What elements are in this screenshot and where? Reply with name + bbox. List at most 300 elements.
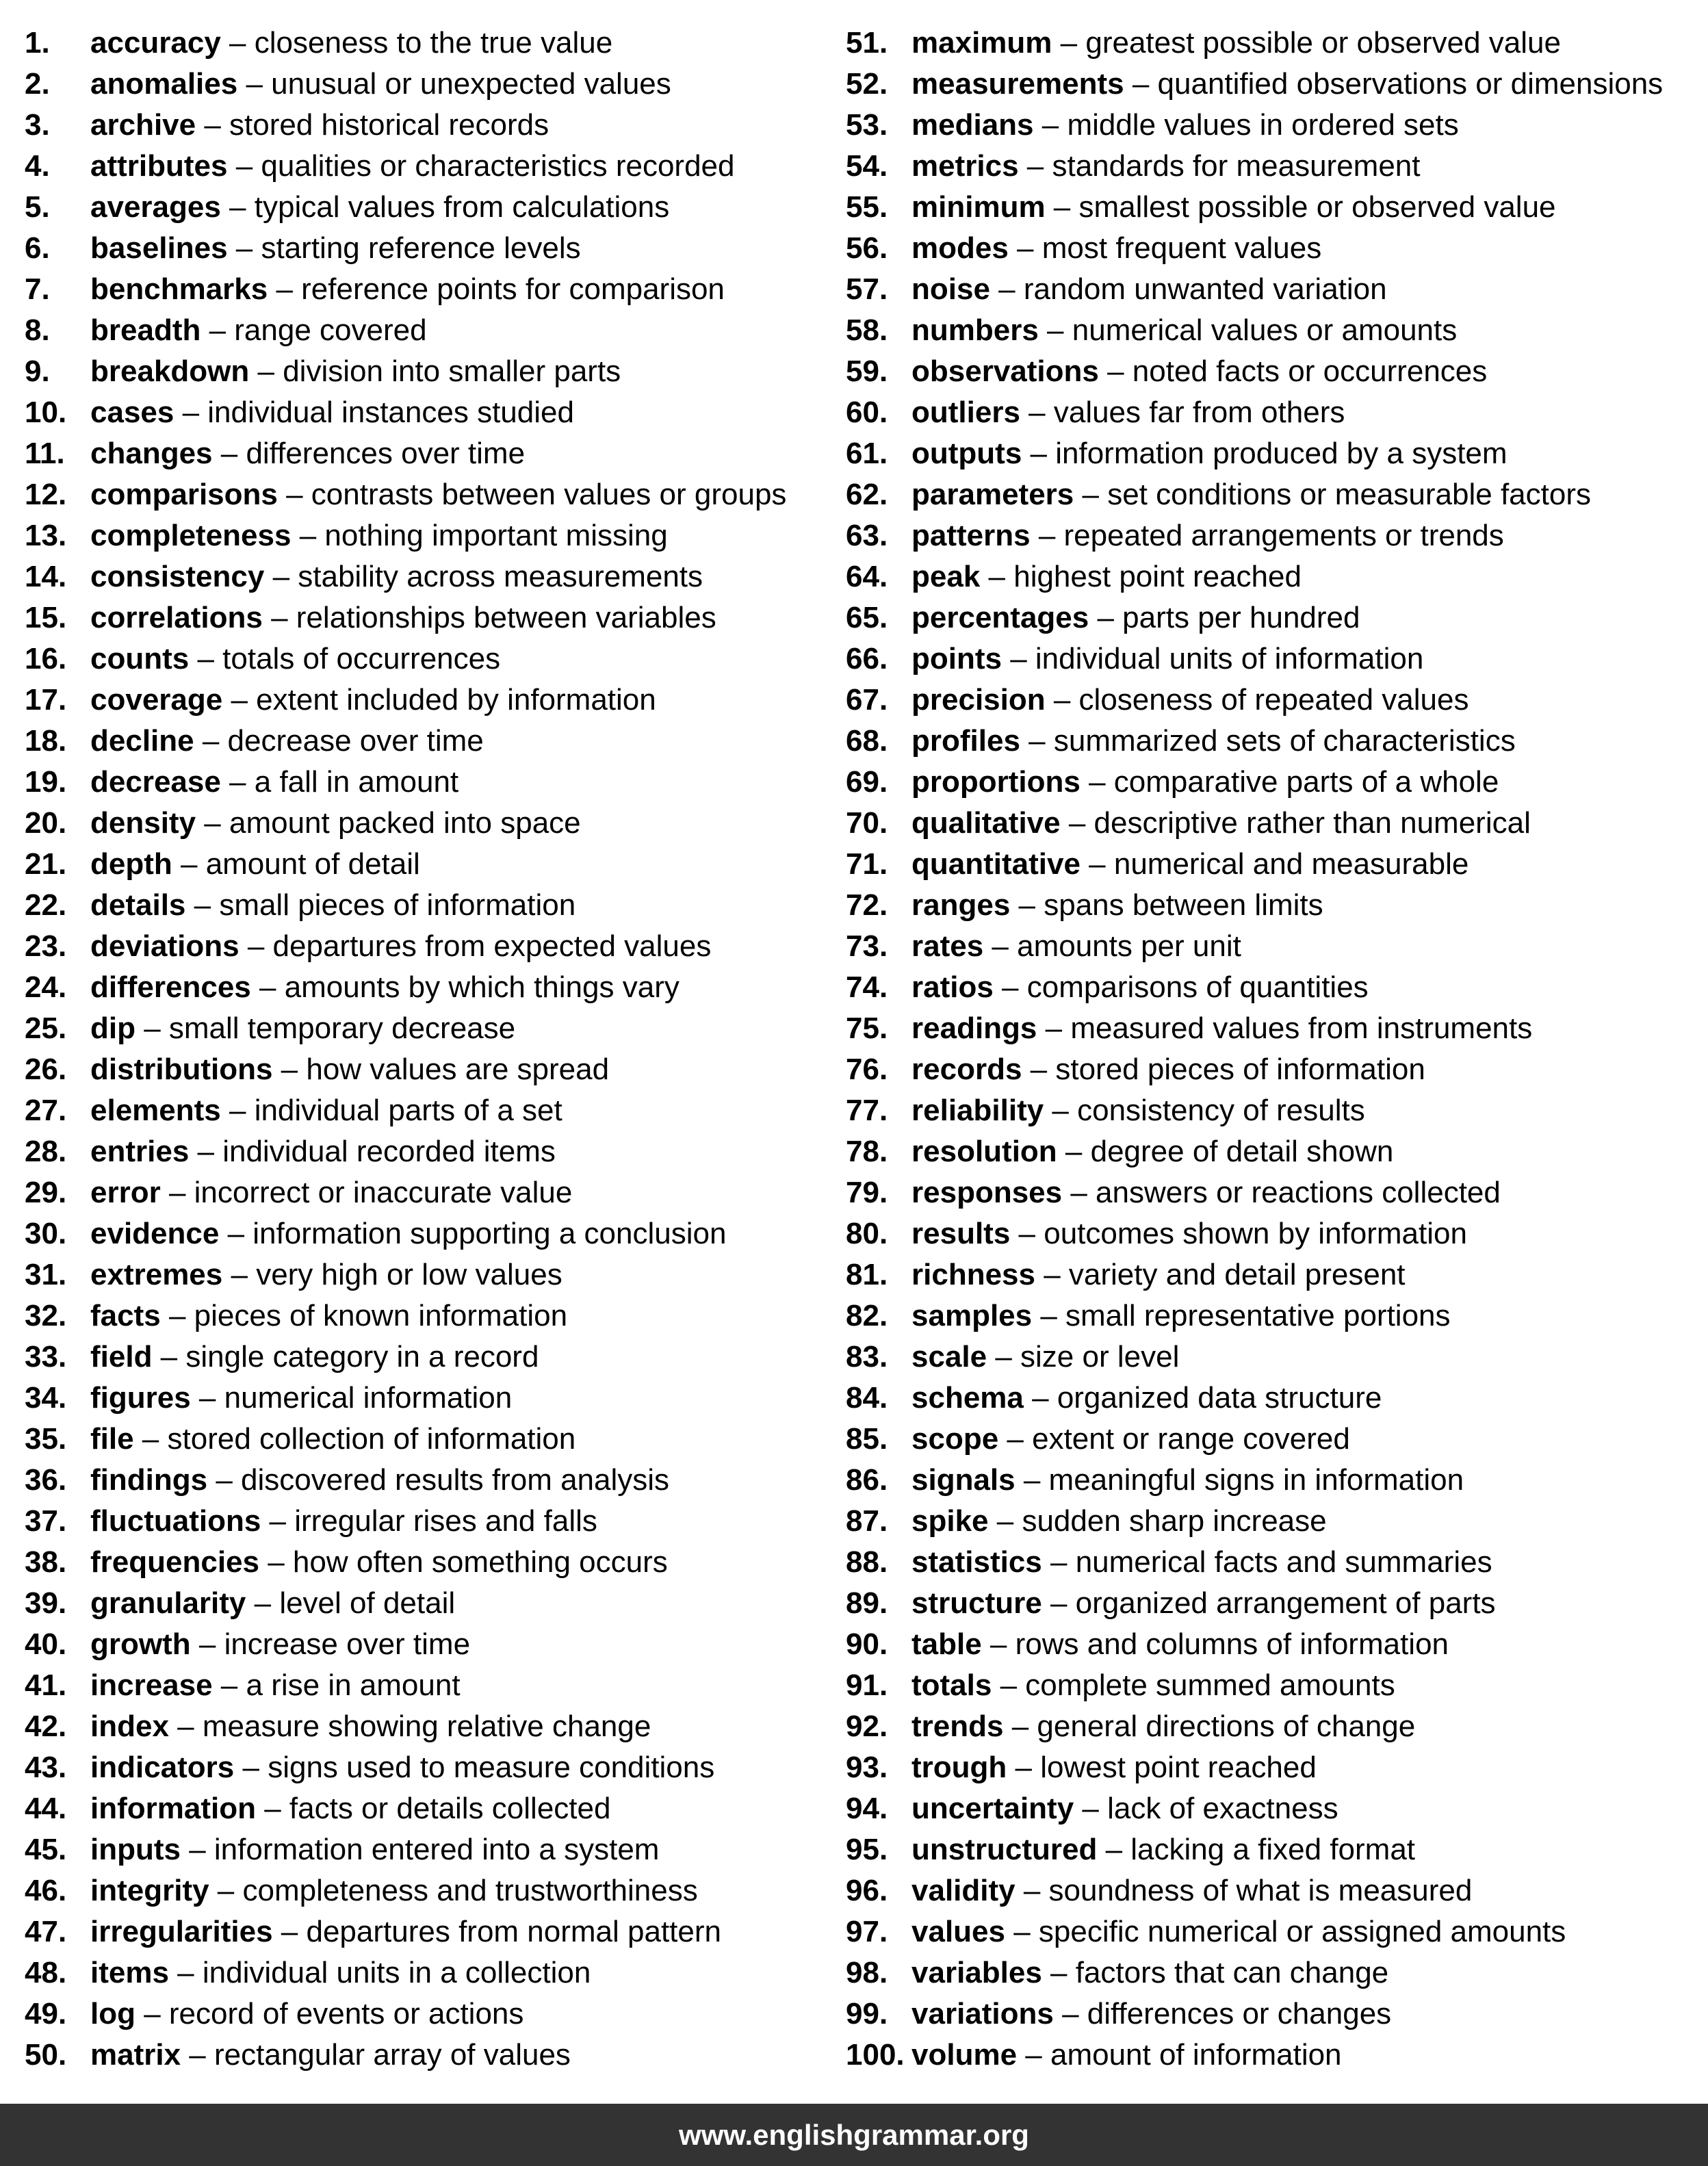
entry-separator: – [291, 519, 325, 552]
entry-number: 1. [25, 26, 50, 60]
vocabulary-entry [25, 1049, 839, 1090]
entry-number: 11. [25, 437, 65, 470]
entry-separator: – [189, 1135, 223, 1168]
entry-number: 45. [25, 1833, 67, 1866]
entry-term: table [911, 1627, 982, 1661]
entry-term: decrease [90, 765, 221, 799]
vocabulary-entry [846, 351, 1701, 392]
vocabulary-entry [25, 1788, 839, 1829]
entry-term: spike [911, 1504, 989, 1538]
entry-number: 15. [25, 601, 67, 634]
entry-term: baselines [90, 231, 228, 265]
entry-definition: individual units in a collection [202, 1956, 591, 1989]
vocabulary-entry [25, 1254, 839, 1295]
entry-number: 42. [25, 1710, 67, 1743]
entry-definition: individual parts of a set [254, 1094, 562, 1127]
entry-term: indicators [90, 1751, 235, 1784]
entry-separator: – [180, 1833, 214, 1866]
entry-separator: – [1080, 765, 1114, 799]
entry-number: 32. [25, 1299, 67, 1332]
entry-definition: division into smaller parts [283, 354, 621, 388]
entry-term: observations [911, 354, 1099, 388]
entry-number: 36. [25, 1463, 67, 1497]
entry-definition: single category in a record [185, 1340, 539, 1374]
entry-number: 59. [846, 354, 888, 388]
entry-term: proportions [911, 765, 1081, 799]
vocabulary-entry [25, 1213, 839, 1254]
entry-number: 69. [846, 765, 888, 799]
vocabulary-entry [846, 967, 1701, 1008]
entry-number: 39. [25, 1586, 67, 1620]
vocabulary-entry [846, 1049, 1701, 1090]
entry-separator: – [987, 1340, 1021, 1374]
vocabulary-entry [25, 1747, 839, 1788]
vocabulary-entry [846, 680, 1701, 721]
entry-term: precision [911, 683, 1046, 717]
entry-number: 89. [846, 1586, 888, 1620]
entry-definition: completeness and trustworthiness [242, 1874, 698, 1907]
entry-definition: descriptive rather than numerical [1094, 806, 1531, 840]
vocabulary-entry [25, 433, 839, 474]
entry-definition: lacking a fixed format [1130, 1833, 1416, 1866]
vocabulary-entry [846, 1501, 1701, 1542]
entry-definition: departures from normal pattern [306, 1915, 721, 1948]
vocabulary-entry [25, 64, 839, 105]
entry-number: 62. [846, 478, 888, 511]
entry-definition: information supporting a conclusion [253, 1217, 727, 1250]
entry-term: archive [90, 108, 196, 142]
entry-number: 16. [25, 642, 67, 675]
vocabulary-entry [846, 1254, 1701, 1295]
entry-definition: a fall in amount [254, 765, 459, 799]
entry-definition: general directions of change [1037, 1710, 1416, 1743]
vocabulary-entry [25, 556, 839, 597]
entry-term: entries [90, 1135, 190, 1168]
vocabulary-entry [846, 762, 1701, 803]
vocabulary-entry [25, 105, 839, 146]
vocabulary-entry [846, 1829, 1701, 1870]
entry-term: distributions [90, 1053, 273, 1086]
entry-definition: typical values from calculations [254, 190, 670, 224]
entry-number: 96. [846, 1874, 888, 1907]
entry-separator: – [160, 1176, 194, 1209]
vocabulary-entry [25, 1501, 839, 1542]
entry-term: measurements [911, 67, 1124, 101]
vocabulary-entry [25, 146, 839, 187]
entry-separator: – [255, 1792, 289, 1825]
entry-number: 97. [846, 1915, 888, 1948]
entry-number: 33. [25, 1340, 67, 1374]
entry-separator: – [174, 396, 208, 429]
entry-number: 72. [846, 888, 888, 922]
entry-term: results [911, 1217, 1011, 1250]
entry-term: completeness [90, 519, 292, 552]
entry-term: depth [90, 847, 172, 881]
entry-definition: random unwanted variation [1023, 272, 1387, 306]
entry-number: 93. [846, 1751, 888, 1784]
entry-term: differences [90, 970, 251, 1004]
entry-term: accuracy [90, 26, 221, 60]
entry-number: 100. [846, 2038, 905, 2072]
vocabulary-entry [846, 1994, 1701, 2035]
entry-separator: – [200, 313, 235, 347]
entry-number: 74. [846, 970, 888, 1004]
vocabulary-entry [846, 803, 1701, 844]
entry-separator: – [1074, 1792, 1108, 1825]
entry-number: 77. [846, 1094, 888, 1127]
entry-term: fluctuations [90, 1504, 261, 1538]
vocabulary-entry [25, 1624, 839, 1665]
vocabulary-entry [846, 885, 1701, 926]
vocabulary-entry [25, 310, 839, 351]
entry-definition: answers or reactions collected [1096, 1176, 1501, 1209]
entry-separator: – [993, 970, 1027, 1004]
entry-separator: – [239, 929, 273, 963]
entry-definition: organized data structure [1057, 1381, 1382, 1415]
vocabulary-entry [846, 228, 1701, 269]
entry-separator: – [277, 478, 311, 511]
entry-definition: soundness of what is measured [1048, 1874, 1473, 1907]
entry-definition: meaningful signs in information [1048, 1463, 1464, 1497]
entry-definition: parts per hundred [1122, 601, 1360, 634]
entry-term: trends [911, 1710, 1004, 1743]
entry-definition: totals of occurrences [222, 642, 501, 675]
entry-term: breakdown [90, 354, 250, 388]
entry-number: 56. [846, 231, 888, 265]
entry-definition: amount of detail [205, 847, 420, 881]
entry-term: deviations [90, 929, 240, 963]
entry-definition: lack of exactness [1107, 1792, 1338, 1825]
entry-separator: – [1035, 1258, 1069, 1291]
entry-number: 82. [846, 1299, 888, 1332]
entry-term: structure [911, 1586, 1042, 1620]
entry-term: information [90, 1792, 256, 1825]
entry-term: parameters [911, 478, 1074, 511]
entry-definition: numerical information [224, 1381, 513, 1415]
entry-separator: – [246, 1586, 280, 1620]
entry-definition: degree of detail shown [1090, 1135, 1394, 1168]
vocabulary-entry [846, 1542, 1701, 1583]
entry-definition: stored historical records [229, 108, 549, 142]
vocabulary-entry [25, 228, 839, 269]
entry-definition: extent included by information [256, 683, 656, 717]
vocabulary-entry [25, 351, 839, 392]
entry-separator: – [1052, 26, 1086, 60]
entry-number: 29. [25, 1176, 67, 1209]
entry-definition: pieces of known information [194, 1299, 568, 1332]
footer-website-link[interactable]: www.englishgrammar.org [679, 2119, 1029, 2151]
vocabulary-entry [25, 844, 839, 885]
entry-term: signals [911, 1463, 1015, 1497]
entry-number: 24. [25, 970, 67, 1004]
entry-number: 70. [846, 806, 888, 840]
vocabulary-entry [846, 1419, 1701, 1460]
entry-term: comparisons [90, 478, 278, 511]
entry-term: growth [90, 1627, 191, 1661]
entry-definition: rectangular array of values [214, 2038, 571, 2072]
entry-number: 75. [846, 1011, 888, 1045]
entry-number: 25. [25, 1011, 67, 1045]
entry-definition: smallest possible or observed value [1078, 190, 1556, 224]
entry-number: 81. [846, 1258, 888, 1291]
vocabulary-entry [25, 1665, 839, 1706]
entry-term: changes [90, 437, 213, 470]
entry-term: attributes [90, 149, 228, 183]
entry-separator: – [983, 929, 1018, 963]
entry-number: 5. [25, 190, 50, 224]
entry-separator: – [220, 26, 255, 60]
entry-number: 95. [846, 1833, 888, 1866]
entry-definition: small representative portions [1065, 1299, 1451, 1332]
vocabulary-entry [25, 474, 839, 515]
entry-separator: – [1030, 519, 1064, 552]
entry-number: 60. [846, 396, 888, 429]
vocabulary-entry [846, 515, 1701, 556]
entry-definition: information entered into a system [214, 1833, 660, 1866]
entry-term: coverage [90, 683, 223, 717]
entry-term: unstructured [911, 1833, 1098, 1866]
entry-term: percentages [911, 601, 1089, 634]
entry-separator: – [1022, 1053, 1056, 1086]
entry-number: 57. [846, 272, 888, 306]
vocabulary-entry [25, 721, 839, 762]
vocabulary-entry [846, 310, 1701, 351]
entry-number: 28. [25, 1135, 67, 1168]
entry-term: trough [911, 1751, 1007, 1784]
vocabulary-entry [846, 1131, 1701, 1172]
entry-term: extremes [90, 1258, 223, 1291]
entry-number: 54. [846, 149, 888, 183]
entry-number: 3. [25, 108, 50, 142]
entry-term: resolution [911, 1135, 1057, 1168]
entry-term: points [911, 642, 1002, 675]
vocabulary-column-left [25, 23, 839, 2076]
entry-definition: middle values in ordered sets [1067, 108, 1459, 142]
entry-definition: closeness to the true value [254, 26, 613, 60]
vocabulary-entry [846, 1911, 1701, 1952]
entry-definition: contrasts between values or groups [311, 478, 787, 511]
vocabulary-entry [846, 269, 1701, 310]
entry-separator: – [1007, 1751, 1041, 1784]
entry-separator: – [261, 1504, 295, 1538]
entry-definition: size or level [1020, 1340, 1180, 1374]
entry-term: totals [911, 1668, 992, 1702]
entry-separator: – [1020, 724, 1054, 758]
vocabulary-entry [846, 474, 1701, 515]
entry-separator: – [1010, 888, 1044, 922]
entry-number: 6. [25, 231, 50, 265]
entry-term: anomalies [90, 67, 238, 101]
entry-separator: – [168, 1956, 203, 1989]
vocabulary-entry [846, 926, 1701, 967]
entry-term: evidence [90, 1217, 220, 1250]
vocabulary-entry [846, 64, 1701, 105]
entry-separator: – [185, 888, 220, 922]
entry-term: metrics [911, 149, 1019, 183]
vocabulary-entry [846, 2035, 1701, 2076]
entry-separator: – [988, 1504, 1022, 1538]
entry-separator: – [1038, 313, 1072, 347]
entry-definition: individual units of information [1035, 642, 1424, 675]
entry-term: qualitative [911, 806, 1061, 840]
entry-definition: how values are spread [306, 1053, 610, 1086]
entry-definition: stored collection of information [167, 1422, 576, 1456]
vocabulary-entry [846, 392, 1701, 433]
entry-number: 37. [25, 1504, 67, 1538]
entry-number: 4. [25, 149, 50, 183]
vocabulary-entry [846, 1665, 1701, 1706]
entry-term: variables [911, 1956, 1042, 1989]
entry-definition: numerical and measurable [1113, 847, 1469, 881]
entry-definition: small temporary decrease [168, 1011, 516, 1045]
entry-separator: – [1124, 67, 1158, 101]
entry-definition: variety and detail present [1068, 1258, 1406, 1291]
entry-number: 71. [846, 847, 888, 881]
vocabulary-entry [25, 680, 839, 721]
entry-term: file [90, 1422, 134, 1456]
entry-term: facts [90, 1299, 161, 1332]
entry-separator: – [227, 149, 261, 183]
entry-term: ratios [911, 970, 994, 1004]
entry-term: consistency [90, 560, 265, 593]
vocabulary-entry [25, 1172, 839, 1213]
entry-term: numbers [911, 313, 1039, 347]
vocabulary-entry [846, 1706, 1701, 1747]
entry-term: inputs [90, 1833, 181, 1866]
entry-number: 9. [25, 354, 50, 388]
entry-definition: greatest possible or observed value [1085, 26, 1561, 60]
entry-definition: incorrect or inaccurate value [194, 1176, 573, 1209]
entry-term: validity [911, 1874, 1015, 1907]
entry-separator: – [1018, 149, 1052, 183]
entry-definition: unusual or unexpected values [271, 67, 671, 101]
vocabulary-entry [846, 1870, 1701, 1911]
entry-definition: starting reference levels [261, 231, 581, 265]
entry-definition: numerical values or amounts [1072, 313, 1458, 347]
entry-term: peak [911, 560, 981, 593]
entry-term: richness [911, 1258, 1035, 1291]
entry-separator: – [196, 806, 229, 840]
vocabulary-entry [25, 1583, 839, 1624]
entry-definition: individual recorded items [222, 1135, 556, 1168]
entry-number: 80. [846, 1217, 888, 1250]
entry-separator: – [222, 683, 257, 717]
vocabulary-entry [846, 1747, 1701, 1788]
entry-separator: – [1033, 108, 1068, 142]
entry-term: items [90, 1956, 169, 1989]
entry-number: 10. [25, 396, 67, 429]
entry-term: outliers [911, 396, 1020, 429]
entry-definition: comparative parts of a whole [1113, 765, 1499, 799]
entry-number: 65. [846, 601, 888, 634]
entry-term: elements [90, 1094, 221, 1127]
entry-number: 17. [25, 683, 67, 717]
entry-number: 43. [25, 1751, 67, 1784]
entry-separator: – [219, 1217, 253, 1250]
vocabulary-entry [25, 1829, 839, 1870]
entry-definition: measured values from instruments [1070, 1011, 1533, 1045]
entry-term: correlations [90, 601, 263, 634]
entry-definition: noted facts or occurrences [1132, 354, 1488, 388]
entry-term: volume [911, 2038, 1018, 2072]
entry-separator: – [264, 560, 298, 593]
entry-number: 22. [25, 888, 67, 922]
vocabulary-entry [846, 433, 1701, 474]
entry-number: 2. [25, 67, 50, 101]
entry-definition: summarized sets of characteristics [1053, 724, 1516, 758]
entry-term: variations [911, 1997, 1054, 2030]
vocabulary-entry [25, 269, 839, 310]
vocabulary-entry [25, 762, 839, 803]
entry-separator: – [212, 1668, 246, 1702]
entry-number: 13. [25, 519, 67, 552]
entry-number: 58. [846, 313, 888, 347]
entry-term: frequencies [90, 1545, 259, 1579]
vocabulary-entry [25, 1460, 839, 1501]
entry-definition: highest point reached [1013, 560, 1302, 593]
entry-separator: – [181, 2038, 214, 2072]
entry-term: reliability [911, 1094, 1044, 1127]
entry-term: increase [90, 1668, 213, 1702]
vocabulary-entry [846, 844, 1701, 885]
entry-term: readings [911, 1011, 1037, 1045]
entry-definition: irregular rises and falls [294, 1504, 597, 1538]
entry-number: 31. [25, 1258, 67, 1291]
entry-separator: – [1008, 231, 1042, 265]
entry-separator: – [1020, 396, 1054, 429]
entry-definition: sudden sharp increase [1022, 1504, 1327, 1538]
entry-separator: – [172, 847, 206, 881]
entry-separator: – [1005, 1915, 1039, 1948]
entry-definition: values far from others [1053, 396, 1345, 429]
vocabulary-entry [846, 1952, 1701, 1994]
entry-number: 78. [846, 1135, 888, 1168]
vocabulary-entry [25, 1911, 839, 1952]
entry-term: error [90, 1176, 161, 1209]
entry-separator: – [1097, 1833, 1131, 1866]
entry-separator: – [1062, 1176, 1096, 1209]
entry-number: 20. [25, 806, 67, 840]
entry-term: field [90, 1340, 153, 1374]
entry-number: 55. [846, 190, 888, 224]
entry-number: 90. [846, 1627, 888, 1661]
entry-definition: repeated arrangements or trends [1063, 519, 1504, 552]
entry-term: responses [911, 1176, 1063, 1209]
entry-number: 38. [25, 1545, 67, 1579]
entry-definition: differences or changes [1087, 1997, 1392, 2030]
entry-term: decline [90, 724, 194, 758]
entry-separator: – [220, 1094, 255, 1127]
entry-term: records [911, 1053, 1022, 1086]
entry-term: patterns [911, 519, 1031, 552]
entry-definition: qualities or characteristics recorded [261, 149, 735, 183]
entry-number: 7. [25, 272, 50, 306]
entry-definition: extent or range covered [1032, 1422, 1350, 1456]
entry-term: maximum [911, 26, 1052, 60]
entry-term: averages [90, 190, 221, 224]
vocabulary-entry [25, 2035, 839, 2076]
entry-separator: – [190, 1627, 224, 1661]
vocabulary-entry [25, 187, 839, 228]
entry-separator: – [1001, 642, 1035, 675]
entry-definition: record of events or actions [168, 1997, 524, 2030]
entry-separator: – [989, 272, 1024, 306]
entry-number: 85. [846, 1422, 888, 1456]
vocabulary-entry [25, 1542, 839, 1583]
vocabulary-entry [25, 23, 839, 64]
entry-term: noise [911, 272, 990, 306]
entry-term: density [90, 806, 196, 840]
